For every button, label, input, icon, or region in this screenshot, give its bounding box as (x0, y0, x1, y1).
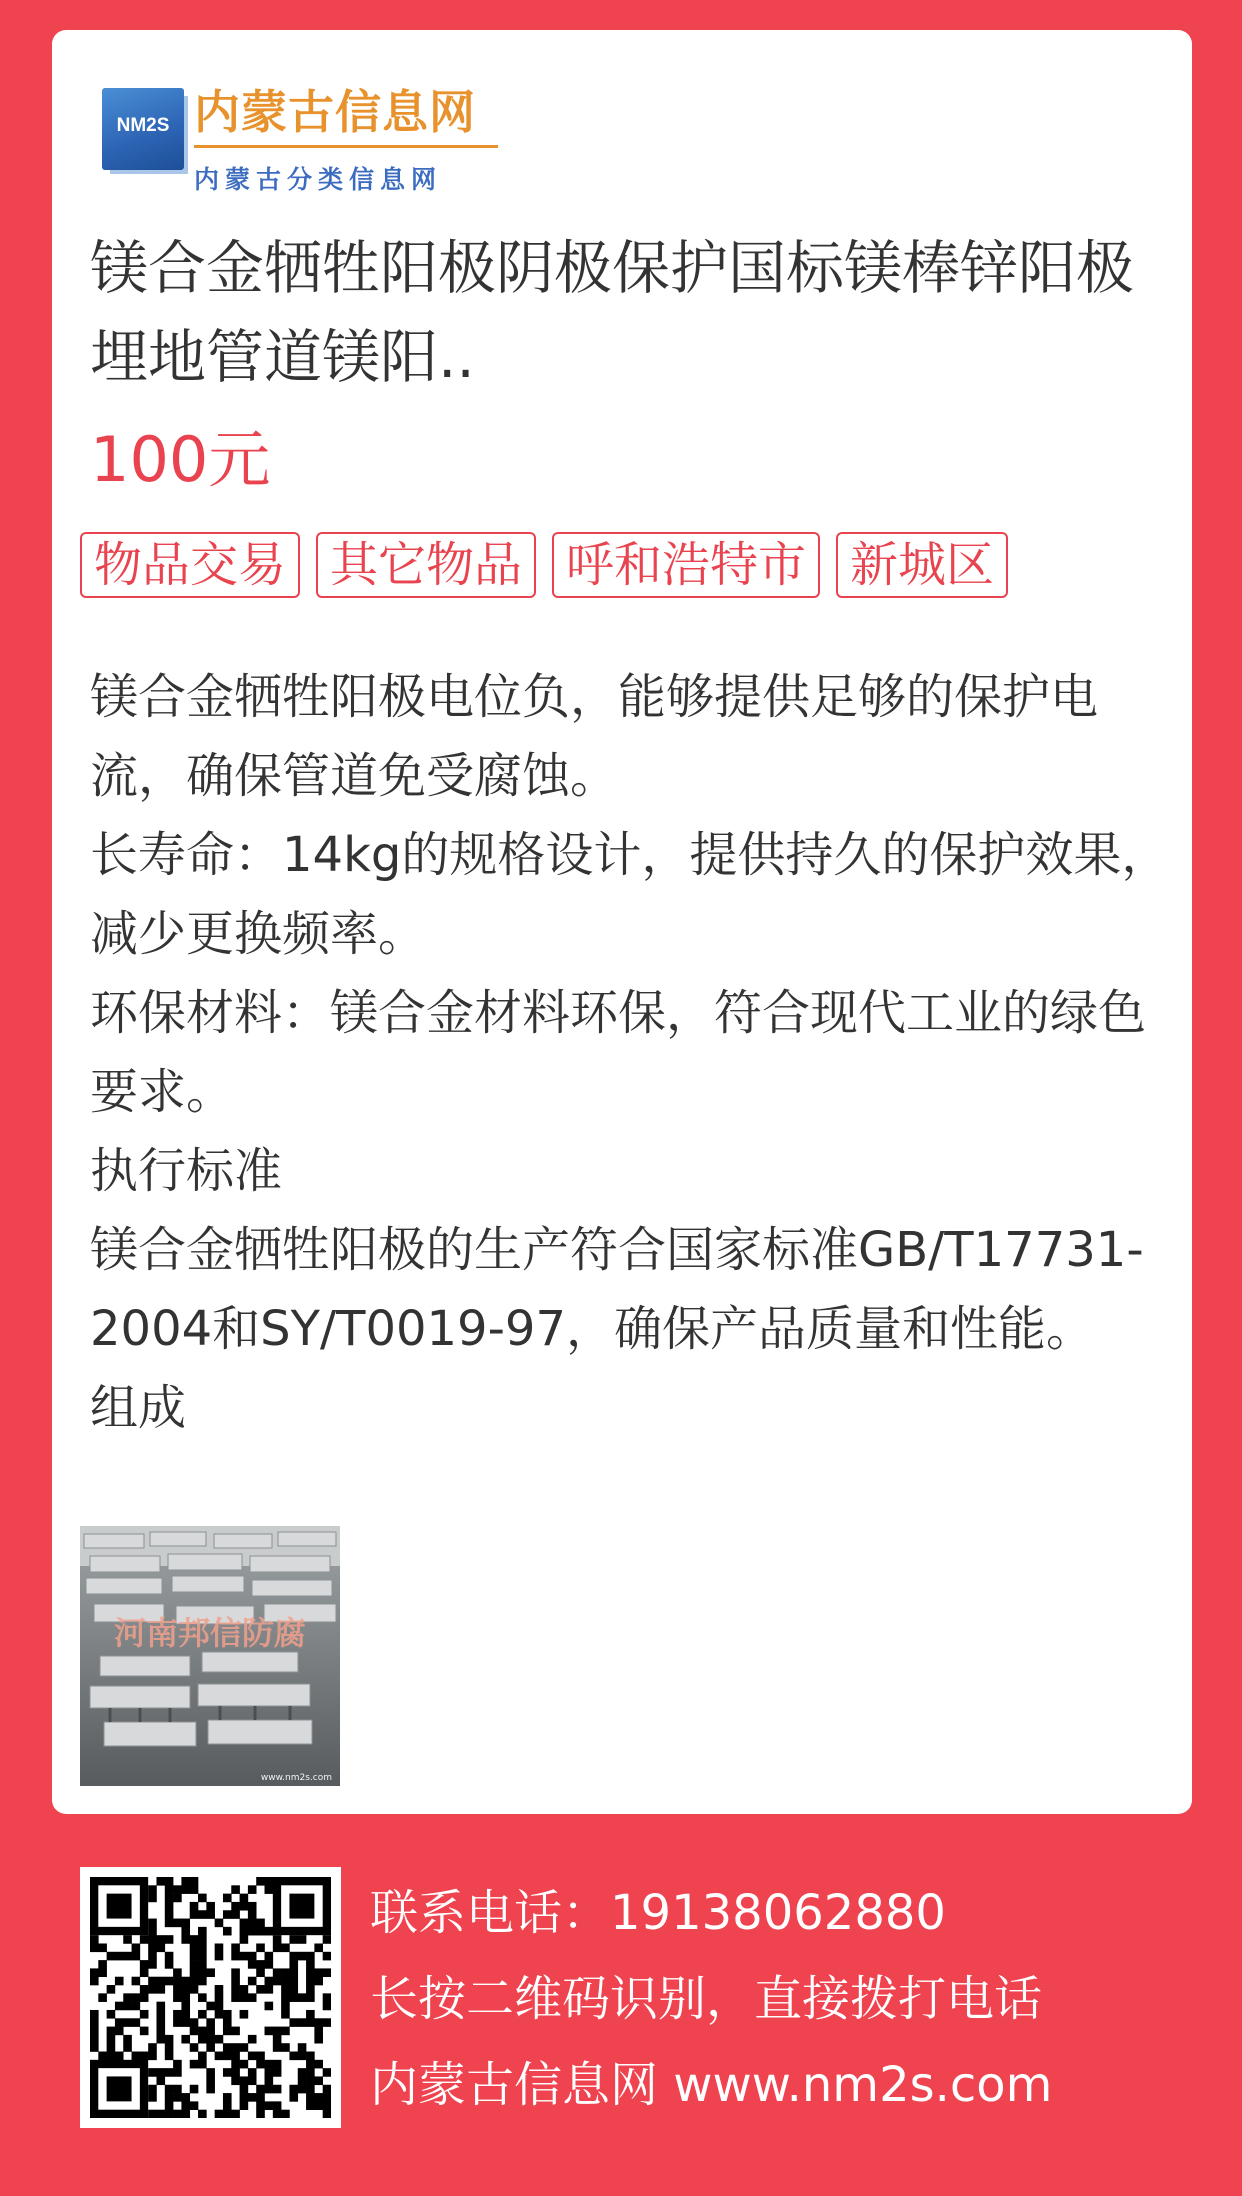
tag-city[interactable]: 呼和浩特市 (552, 532, 820, 598)
tag-district[interactable]: 新城区 (836, 532, 1008, 598)
listing-description (90, 658, 1180, 1448)
qr-code[interactable] (80, 1867, 341, 2128)
logo-badge-text: NM2S (116, 115, 170, 136)
description-paragraph: 环保材料：镁合金材料环保，符合现代工业的绿色要求。 (90, 985, 1147, 1120)
logo-divider (194, 145, 498, 148)
tag-list (80, 532, 1024, 598)
site-logo[interactable] (102, 76, 522, 206)
description-paragraph: 执行标准 (90, 1143, 283, 1199)
contact-info (370, 1870, 1052, 2128)
product-photo-image (80, 1526, 340, 1786)
listing-price: 100元 (90, 423, 271, 496)
listing-card (52, 30, 1192, 1814)
photo-caption: www.nm2s.com (260, 1773, 332, 1783)
description-paragraph: 镁合金牺牲阳极的生产符合国家标准GB/T17731-2004和SY/T0019-97，确保产品质量和性能。 (90, 1222, 1144, 1357)
tag-category[interactable]: 物品交易 (80, 532, 300, 598)
contact-hint: 长按二维码识别，直接拨打电话 (370, 1971, 1043, 2027)
contact-phone[interactable]: 联系电话：19138062880 (370, 1885, 946, 1941)
logo-title: 内蒙古信息网 (194, 85, 476, 139)
qr-code-image (90, 1877, 331, 2118)
description-paragraph: 组成 (90, 1380, 187, 1436)
description-paragraph: 镁合金牺牲阳极电位负，能够提供足够的保护电流，确保管道免受腐蚀。 (90, 669, 1099, 804)
tag-subcategory[interactable]: 其它物品 (316, 532, 536, 598)
photo-watermark: 河南邦信防腐 (113, 1614, 307, 1652)
site-url[interactable]: 内蒙古信息网 www.nm2s.com (370, 2057, 1053, 2113)
logo-badge (102, 88, 184, 170)
listing-title: 镁合金牺牲阳极阴极保护国标镁棒锌阳极埋地管道镁阳.. (90, 234, 1135, 391)
product-photo[interactable] (80, 1526, 340, 1786)
logo-subtitle: 内蒙古分类信息网 (194, 165, 443, 194)
description-paragraph: 长寿命：14kg的规格设计，提供持久的保护效果，减少更换频率。 (90, 827, 1170, 962)
